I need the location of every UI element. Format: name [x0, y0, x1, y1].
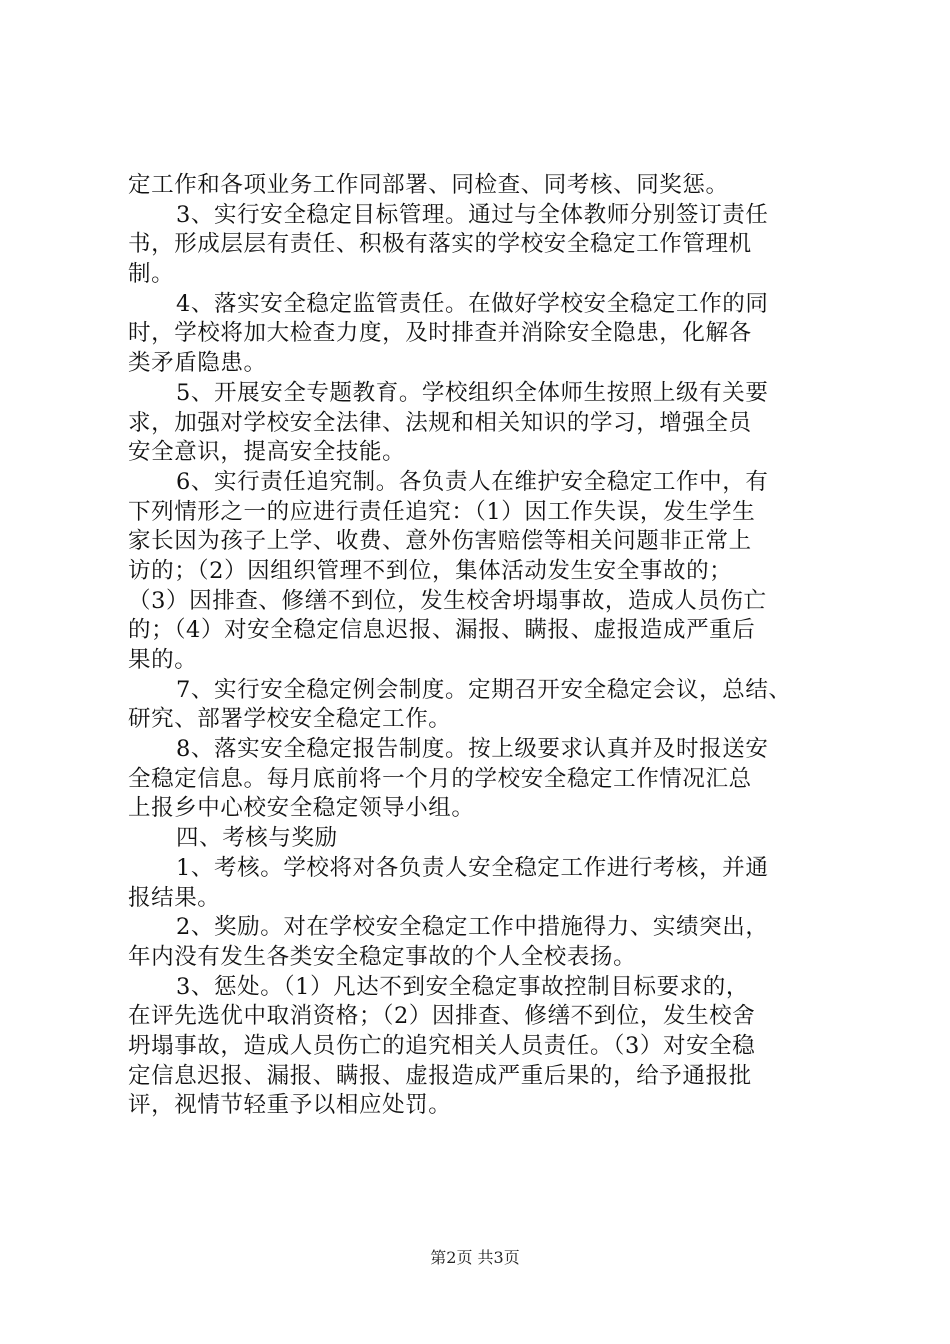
text-line: 时，学校将加大检查力度，及时排查并消除安全隐患，化解各 — [128, 320, 752, 347]
text-line: 书，形成层层有责任、积极有落实的学校安全稳定工作管理机 — [128, 231, 752, 258]
text-line: 四、考核与奖励 — [176, 825, 338, 852]
text-line: 4、落实安全稳定监管责任。在做好学校安全稳定工作的同 — [176, 290, 769, 317]
text-line: 定信息迟报、漏报、瞒报、虚报造成严重后果的，给予通报批 — [128, 1062, 752, 1089]
text-line: 1、考核。学校将对各负责人安全稳定工作进行考核，并通 — [176, 854, 769, 881]
text-line: 果的。 — [128, 647, 198, 673]
text-line: 7、实行安全稳定例会制度。定期召开安全稳定会议，总结、 — [176, 676, 792, 703]
text-line: 坍塌事故，造成人员伤亡的追究相关人员责任。（3）对安全稳 — [128, 1032, 756, 1059]
text-line: 的；（4）对安全稳定信息迟报、漏报、瞒报、虚报造成严重后 — [128, 617, 756, 644]
text-line: 下列情形之一的应进行责任追究：（1）因工作失误，发生学生 — [128, 498, 756, 525]
text-line: 在评先选优中取消资格；（2）因排查、修缮不到位，发生校舍 — [128, 1003, 756, 1030]
text-line: 家长因为孩子上学、收费、意外伤害赔偿等相关问题非正常上 — [128, 528, 752, 555]
text-line: 安全意识，提高安全技能。 — [128, 439, 406, 466]
text-line: 全稳定信息。每月底前将一个月的学校安全稳定工作情况汇总 — [128, 765, 752, 792]
text-line: 报结果。 — [128, 884, 221, 911]
text-line: 类矛盾隐患。 — [128, 350, 267, 377]
text-line: 2、奖励。对在学校安全稳定工作中措施得力、实绩突出， — [176, 914, 769, 941]
text-line: 研究、部署学校安全稳定工作。 — [128, 706, 452, 733]
text-line: 3、惩处。（1）凡达不到安全稳定事故控制目标要求的， — [176, 973, 749, 1000]
text-line: 6、实行责任追究制。各负责人在维护安全稳定工作中，有 — [176, 468, 769, 495]
page-number: 第2页 共3页 — [430, 1248, 520, 1267]
text-line: 8、落实安全稳定报告制度。按上级要求认真并及时报送安 — [176, 736, 769, 763]
text-line: 3、实行安全稳定目标管理。通过与全体教师分别签订责任 — [176, 201, 769, 228]
text-line: 定工作和各项业务工作同部署、同检查、同考核、同奖惩。 — [128, 172, 729, 198]
document-body — [128, 171, 828, 1121]
text-line: 上报乡中心校安全稳定领导小组。 — [128, 795, 475, 822]
text-line: 制。 — [128, 261, 175, 288]
text-line: 评，视情节轻重予以相应处罚。 — [128, 1092, 452, 1119]
text-line: （3）因排查、修缮不到位，发生校舍坍塌事故，造成人员伤亡 — [128, 587, 767, 614]
text-line: 年内没有发生各类安全稳定事故的个人全校表扬。 — [128, 943, 637, 970]
text-line: 5、开展安全专题教育。学校组织全体师生按照上级有关要 — [176, 379, 769, 406]
page-footer — [0, 1245, 950, 1268]
text-line: 求，加强对学校安全法律、法规和相关知识的学习，增强全员 — [128, 409, 752, 436]
text-line: 访的；（2）因组织管理不到位，集体活动发生安全事故的； — [128, 557, 733, 584]
